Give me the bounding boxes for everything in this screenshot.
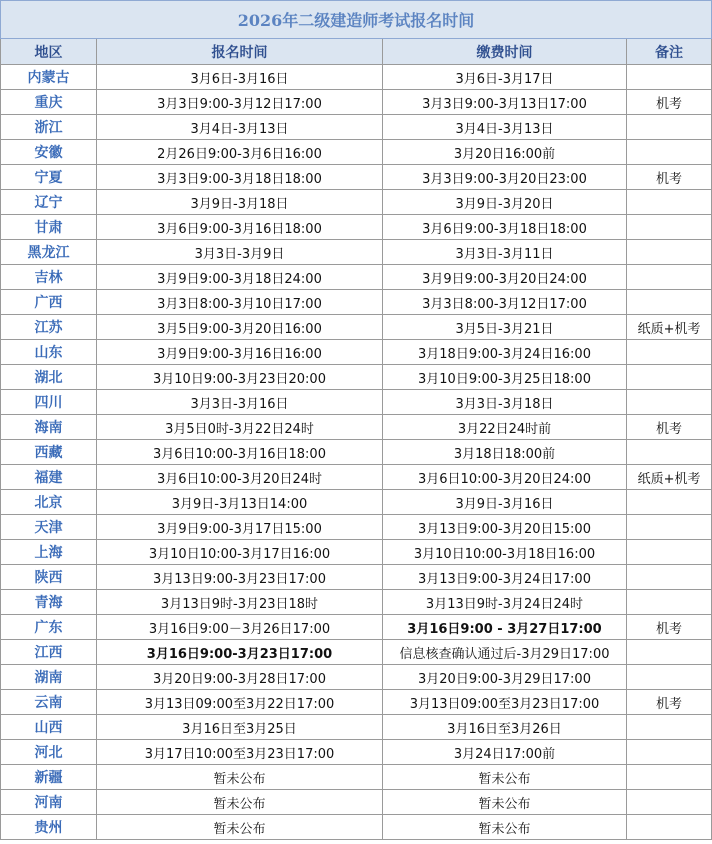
note-cell: 机考 (627, 615, 712, 640)
table-row (1, 665, 712, 690)
header-note: 备注 (627, 39, 712, 65)
note-cell: 纸质+机考 (627, 315, 712, 340)
payment-time-cell: 暂未公布 (383, 815, 627, 840)
note-cell (627, 365, 712, 390)
table-row (1, 365, 712, 390)
table-row (1, 90, 712, 115)
note-cell: 机考 (627, 165, 712, 190)
register-time-cell: 2月26日9:00-3月6日16:00 (97, 140, 383, 165)
note-cell (627, 740, 712, 765)
register-time-cell: 3月6日9:00-3月16日18:00 (97, 215, 383, 240)
note-cell (627, 440, 712, 465)
region-cell: 四川 (1, 390, 97, 415)
payment-time-cell: 3月6日9:00-3月18日18:00 (383, 215, 627, 240)
table-row (1, 390, 712, 415)
table-row (1, 190, 712, 215)
payment-time-cell: 3月9日-3月20日 (383, 190, 627, 215)
region-cell: 浙江 (1, 115, 97, 140)
payment-time-cell: 3月20日16:00前 (383, 140, 627, 165)
region-cell: 海南 (1, 415, 97, 440)
region-cell: 吉林 (1, 265, 97, 290)
table-row (1, 715, 712, 740)
region-cell: 广东 (1, 615, 97, 640)
note-cell (627, 265, 712, 290)
payment-time-cell: 暂未公布 (383, 790, 627, 815)
register-time-cell: 3月3日-3月16日 (97, 390, 383, 415)
note-cell (627, 240, 712, 265)
register-time-cell: 3月10日9:00-3月23日20:00 (97, 365, 383, 390)
payment-time-cell: 3月18日9:00-3月24日16:00 (383, 340, 627, 365)
note-cell (627, 515, 712, 540)
note-cell (627, 715, 712, 740)
note-cell (627, 140, 712, 165)
register-time-cell: 暂未公布 (97, 815, 383, 840)
table-row (1, 140, 712, 165)
region-cell: 西藏 (1, 440, 97, 465)
payment-time-cell: 3月9日-3月16日 (383, 490, 627, 515)
register-time-cell: 3月17日10:00至3月23日17:00 (97, 740, 383, 765)
note-cell (627, 490, 712, 515)
region-cell: 内蒙古 (1, 65, 97, 90)
payment-time-cell: 3月13日09:00至3月23日17:00 (383, 690, 627, 715)
region-cell: 青海 (1, 590, 97, 615)
header-region: 地区 (1, 39, 97, 65)
region-cell: 湖北 (1, 365, 97, 390)
region-cell: 甘肃 (1, 215, 97, 240)
title-row (1, 1, 712, 39)
header-payment-time: 缴费时间 (383, 39, 627, 65)
payment-time-cell: 信息核查确认通过后-3月29日17:00 (383, 640, 627, 665)
register-time-cell: 3月6日10:00-3月20日24时 (97, 465, 383, 490)
note-cell: 机考 (627, 415, 712, 440)
register-time-cell: 3月20日9:00-3月28日17:00 (97, 665, 383, 690)
register-time-cell: 3月16日9:00－3月26日17:00 (97, 615, 383, 640)
payment-time-cell: 3月3日-3月18日 (383, 390, 627, 415)
payment-time-cell: 3月3日-3月11日 (383, 240, 627, 265)
register-time-cell: 3月13日9时-3月23日18时 (97, 590, 383, 615)
payment-time-cell: 3月9日9:00-3月20日24:00 (383, 265, 627, 290)
register-time-cell: 3月6日10:00-3月16日18:00 (97, 440, 383, 465)
register-time-cell: 3月16日至3月25日 (97, 715, 383, 740)
payment-time-cell: 3月5日-3月21日 (383, 315, 627, 340)
note-cell (627, 340, 712, 365)
note-cell (627, 565, 712, 590)
region-cell: 天津 (1, 515, 97, 540)
region-cell: 江苏 (1, 315, 97, 340)
register-time-cell: 3月5日0时-3月22日24时 (97, 415, 383, 440)
region-cell: 安徽 (1, 140, 97, 165)
note-cell (627, 815, 712, 840)
register-time-cell: 3月10日10:00-3月17日16:00 (97, 540, 383, 565)
payment-time-cell: 3月6日10:00-3月20日24:00 (383, 465, 627, 490)
register-time-cell: 暂未公布 (97, 765, 383, 790)
note-cell (627, 215, 712, 240)
region-cell: 陕西 (1, 565, 97, 590)
register-time-cell: 3月5日9:00-3月20日16:00 (97, 315, 383, 340)
region-cell: 云南 (1, 690, 97, 715)
region-cell: 宁夏 (1, 165, 97, 190)
note-cell (627, 290, 712, 315)
register-time-cell: 3月3日-3月9日 (97, 240, 383, 265)
table-row (1, 165, 712, 190)
region-cell: 山西 (1, 715, 97, 740)
note-cell (627, 390, 712, 415)
region-cell: 河北 (1, 740, 97, 765)
header-row (1, 39, 712, 65)
payment-time-cell: 3月3日9:00-3月13日17:00 (383, 90, 627, 115)
payment-time-cell: 3月16日至3月26日 (383, 715, 627, 740)
register-time-cell: 3月9日9:00-3月18日24:00 (97, 265, 383, 290)
region-cell: 重庆 (1, 90, 97, 115)
payment-time-cell: 3月13日9:00-3月24日17:00 (383, 565, 627, 590)
note-cell (627, 190, 712, 215)
table-title: 2026年二级建造师考试报名时间 (1, 1, 712, 39)
register-time-cell: 3月9日-3月13日14:00 (97, 490, 383, 515)
payment-time-cell: 3月6日-3月17日 (383, 65, 627, 90)
payment-time-cell: 3月18日18:00前 (383, 440, 627, 465)
table-row (1, 740, 712, 765)
payment-time-cell: 3月13日9:00-3月20日15:00 (383, 515, 627, 540)
note-cell (627, 590, 712, 615)
note-cell: 纸质+机考 (627, 465, 712, 490)
table-row (1, 215, 712, 240)
table-row (1, 340, 712, 365)
register-time-cell: 3月9日9:00-3月17日15:00 (97, 515, 383, 540)
payment-time-cell: 3月10日9:00-3月25日18:00 (383, 365, 627, 390)
payment-time-cell: 3月22日24时前 (383, 415, 627, 440)
region-cell: 上海 (1, 540, 97, 565)
register-time-cell: 3月3日8:00-3月10日17:00 (97, 290, 383, 315)
note-cell (627, 765, 712, 790)
region-cell: 福建 (1, 465, 97, 490)
register-time-cell: 3月16日9:00-3月23日17:00 (97, 640, 383, 665)
table-row (1, 315, 712, 340)
payment-time-cell: 暂未公布 (383, 765, 627, 790)
table-row (1, 490, 712, 515)
table-row (1, 515, 712, 540)
region-cell: 北京 (1, 490, 97, 515)
table-row (1, 590, 712, 615)
table-row (1, 65, 712, 90)
payment-time-cell: 3月13日9时-3月24日24时 (383, 590, 627, 615)
payment-time-cell: 3月3日8:00-3月12日17:00 (383, 290, 627, 315)
region-cell: 山东 (1, 340, 97, 365)
register-time-cell: 3月6日-3月16日 (97, 65, 383, 90)
register-time-cell: 3月13日09:00至3月22日17:00 (97, 690, 383, 715)
table-row (1, 615, 712, 640)
payment-time-cell: 3月3日9:00-3月20日23:00 (383, 165, 627, 190)
table-row (1, 765, 712, 790)
table-row (1, 565, 712, 590)
region-cell: 江西 (1, 640, 97, 665)
region-cell: 黑龙江 (1, 240, 97, 265)
table-row (1, 290, 712, 315)
region-cell: 湖南 (1, 665, 97, 690)
note-cell: 机考 (627, 90, 712, 115)
payment-time-cell: 3月16日9:00 - 3月27日17:00 (383, 615, 627, 640)
payment-time-cell: 3月20日9:00-3月29日17:00 (383, 665, 627, 690)
payment-time-cell: 3月10日10:00-3月18日16:00 (383, 540, 627, 565)
note-cell (627, 65, 712, 90)
table-row (1, 240, 712, 265)
register-time-cell: 3月3日9:00-3月18日18:00 (97, 165, 383, 190)
region-cell: 广西 (1, 290, 97, 315)
register-time-cell: 3月3日9:00-3月12日17:00 (97, 90, 383, 115)
header-register-time: 报名时间 (97, 39, 383, 65)
register-time-cell: 3月4日-3月13日 (97, 115, 383, 140)
note-cell (627, 665, 712, 690)
note-cell: 机考 (627, 690, 712, 715)
register-time-cell: 暂未公布 (97, 790, 383, 815)
table-row (1, 265, 712, 290)
region-cell: 新疆 (1, 765, 97, 790)
table-row (1, 790, 712, 815)
register-time-cell: 3月9日-3月18日 (97, 190, 383, 215)
table-row (1, 415, 712, 440)
table-body (1, 65, 712, 840)
table-row (1, 640, 712, 665)
payment-time-cell: 3月24日17:00前 (383, 740, 627, 765)
note-cell (627, 790, 712, 815)
region-cell: 辽宁 (1, 190, 97, 215)
table-row (1, 540, 712, 565)
note-cell (627, 115, 712, 140)
table-row (1, 690, 712, 715)
note-cell (627, 640, 712, 665)
register-time-cell: 3月9日9:00-3月16日16:00 (97, 340, 383, 365)
register-time-cell: 3月13日9:00-3月23日17:00 (97, 565, 383, 590)
table-row (1, 115, 712, 140)
table-row (1, 815, 712, 840)
note-cell (627, 540, 712, 565)
table-row (1, 440, 712, 465)
region-cell: 贵州 (1, 815, 97, 840)
table-row (1, 465, 712, 490)
region-cell: 河南 (1, 790, 97, 815)
payment-time-cell: 3月4日-3月13日 (383, 115, 627, 140)
